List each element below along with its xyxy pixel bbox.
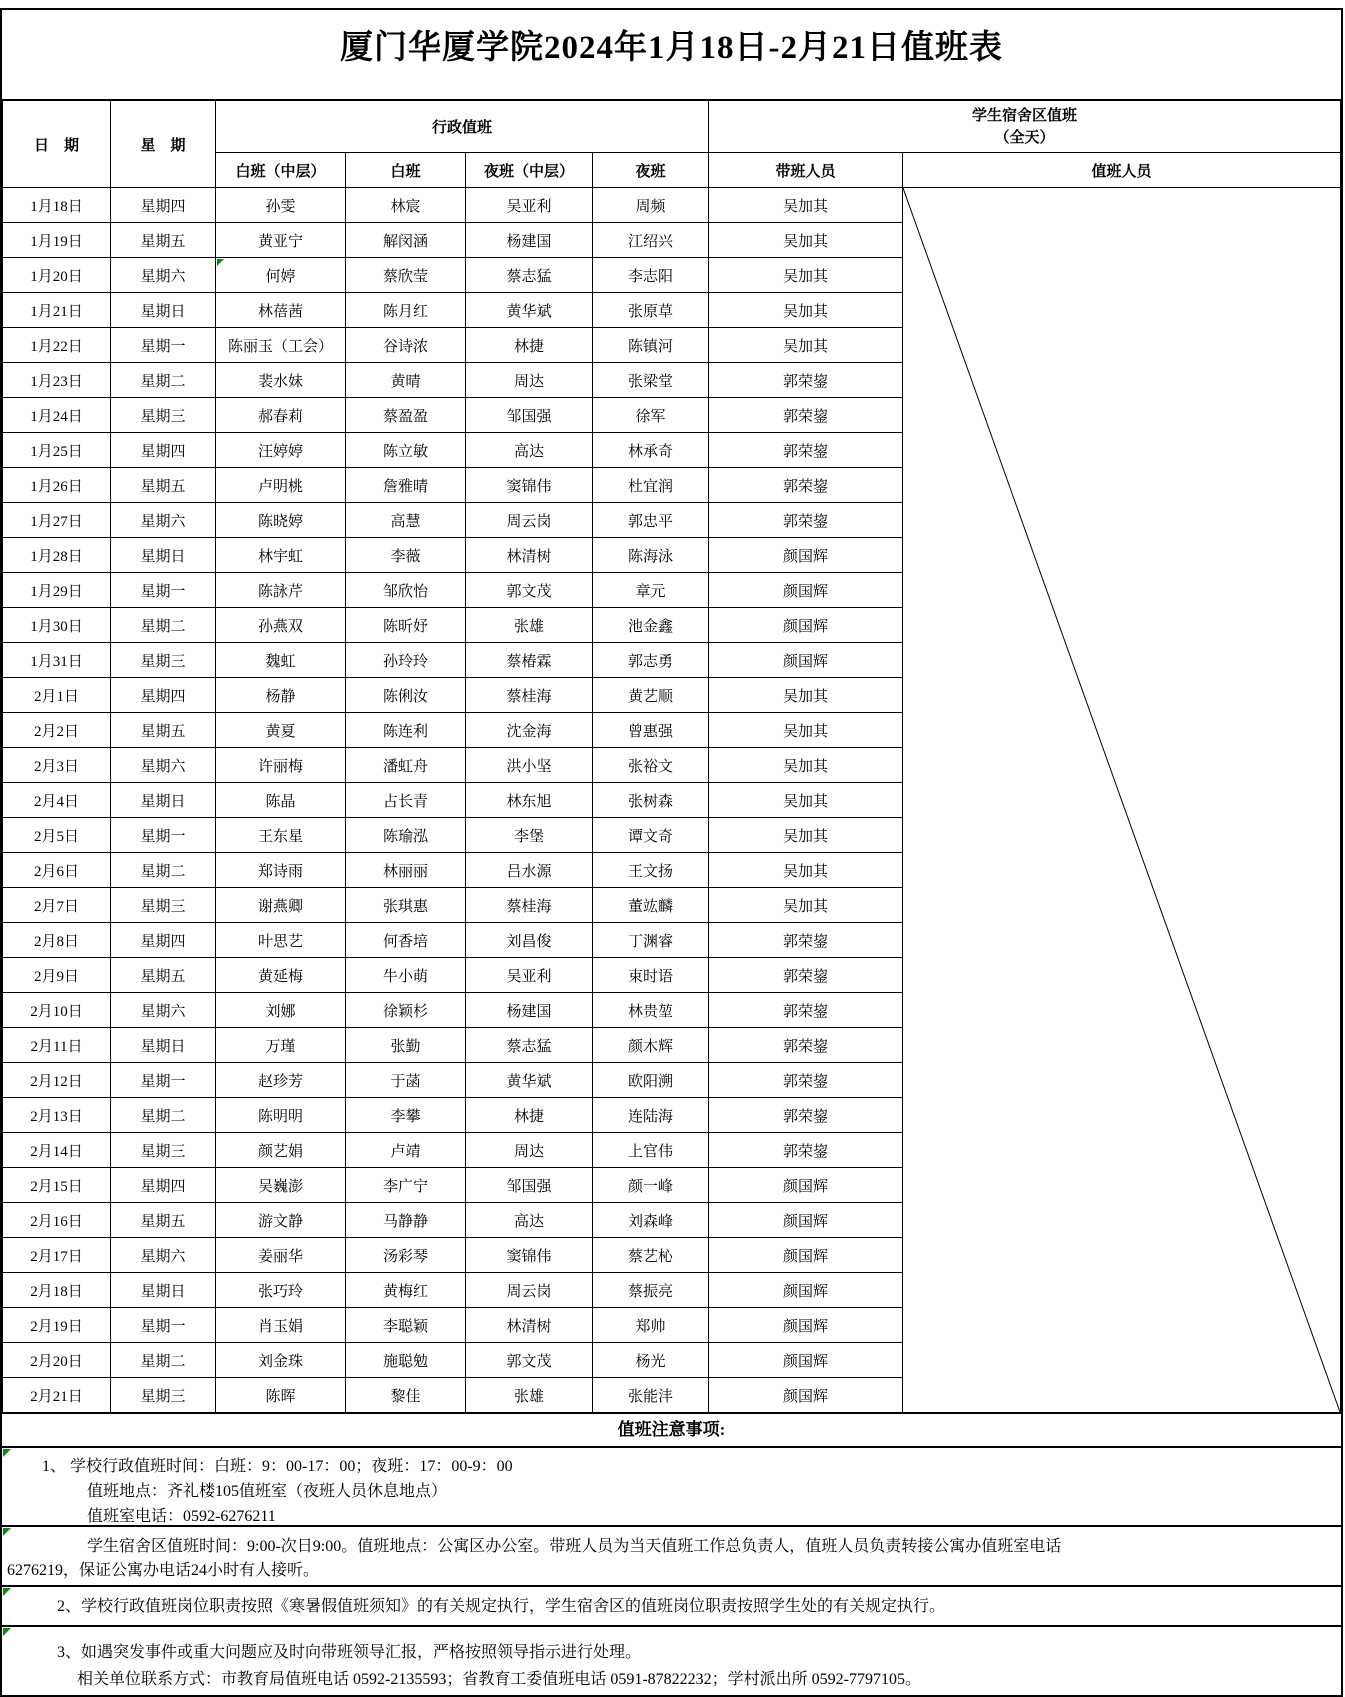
cell-night-shift-mid: 吕水源	[466, 853, 593, 888]
cell-week: 星期六	[111, 748, 216, 783]
cell-night-shift: 连陆海	[593, 1098, 709, 1133]
cell-night-shift: 林贵堃	[593, 993, 709, 1028]
cell-day-shift: 林丽丽	[346, 853, 466, 888]
cell-date: 1月31日	[3, 643, 111, 678]
cell-day-shift-mid: 刘娜	[216, 993, 346, 1028]
cell-date: 1月19日	[3, 223, 111, 258]
cell-week: 星期日	[111, 1273, 216, 1308]
cell-week: 星期一	[111, 1063, 216, 1098]
cell-week: 星期六	[111, 258, 216, 293]
cell-day-shift-mid: 郝春莉	[216, 398, 346, 433]
header-admin-duty: 行政值班	[216, 101, 709, 153]
cell-leader: 郭荣鋆	[709, 1063, 903, 1098]
cell-week: 星期二	[111, 853, 216, 888]
cell-date: 1月23日	[3, 363, 111, 398]
cell-day-shift-mid: 万瑾	[216, 1028, 346, 1063]
cell-leader: 吴加其	[709, 748, 903, 783]
cell-night-shift-mid: 杨建国	[466, 223, 593, 258]
cell-night-shift: 蔡振亮	[593, 1273, 709, 1308]
header-week: 星 期	[111, 101, 216, 188]
cell-date: 2月21日	[3, 1378, 111, 1413]
cell-night-shift-mid: 沈金海	[466, 713, 593, 748]
cell-leader: 郭荣鋆	[709, 1133, 903, 1168]
cell-night-shift: 周频	[593, 188, 709, 223]
header-night-shift: 夜班	[593, 153, 709, 188]
cell-day-shift-mid: 吴巍澎	[216, 1168, 346, 1203]
cell-night-shift: 董竑麟	[593, 888, 709, 923]
cell-night-shift-mid: 周达	[466, 1133, 593, 1168]
cell-night-shift-mid: 蔡志猛	[466, 1028, 593, 1063]
header-duty-person: 值班人员	[903, 153, 1341, 188]
cell-day-shift: 李广宁	[346, 1168, 466, 1203]
cell-night-shift: 林承奇	[593, 433, 709, 468]
cell-leader: 吴加其	[709, 258, 903, 293]
cell-night-shift: 欧阳溯	[593, 1063, 709, 1098]
cell-night-shift-mid: 杨建国	[466, 993, 593, 1028]
cell-week: 星期三	[111, 1378, 216, 1413]
cell-date: 1月21日	[3, 293, 111, 328]
cell-night-shift-mid: 林清树	[466, 538, 593, 573]
cell-date: 1月28日	[3, 538, 111, 573]
duty-roster-table	[2, 100, 1341, 1413]
note-line: 值班室电话：0592-6276211	[87, 1508, 276, 1525]
cell-leader: 郭荣鋆	[709, 923, 903, 958]
note-block-3	[2, 1585, 1341, 1625]
cell-night-shift: 张树森	[593, 783, 709, 818]
cell-leader: 颜国辉	[709, 608, 903, 643]
cell-day-shift-mid: 许丽梅	[216, 748, 346, 783]
cell-day-shift: 马静静	[346, 1203, 466, 1238]
cell-leader: 颜国辉	[709, 1238, 903, 1273]
cell-night-shift-mid: 蔡志猛	[466, 258, 593, 293]
cell-date: 2月1日	[3, 678, 111, 713]
cell-night-shift: 陈镇河	[593, 328, 709, 363]
cell-day-shift-mid: 何婷	[216, 258, 346, 293]
cell-day-shift: 蔡盈盈	[346, 398, 466, 433]
cell-day-shift-mid: 孙雯	[216, 188, 346, 223]
cell-night-shift: 张裕文	[593, 748, 709, 783]
cell-leader: 郭荣鋆	[709, 993, 903, 1028]
cell-leader: 郭荣鋆	[709, 363, 903, 398]
cell-leader: 吴加其	[709, 293, 903, 328]
cell-date: 2月4日	[3, 783, 111, 818]
cell-night-shift: 杜宜润	[593, 468, 709, 503]
cell-day-shift-mid: 陈明明	[216, 1098, 346, 1133]
cell-leader: 郭荣鋆	[709, 1098, 903, 1133]
note-line: 1、 学校行政值班时间：白班：9：00-17：00；夜班：17：00-9：00	[42, 1458, 513, 1475]
cell-night-shift-mid: 林东旭	[466, 783, 593, 818]
cell-night-shift: 张能沣	[593, 1378, 709, 1413]
cell-day-shift: 陈瑜泓	[346, 818, 466, 853]
roster-body	[3, 188, 1341, 1413]
cell-week: 星期五	[111, 958, 216, 993]
note-line: 6276219，保证公寓办电话24小时有人接听。	[7, 1562, 320, 1579]
cell-week: 星期四	[111, 433, 216, 468]
cell-night-shift-mid: 吴亚利	[466, 958, 593, 993]
cell-date: 1月18日	[3, 188, 111, 223]
cell-day-shift: 蔡欣莹	[346, 258, 466, 293]
cell-night-shift-mid: 周达	[466, 363, 593, 398]
cell-day-shift: 汤彩琴	[346, 1238, 466, 1273]
cell-night-shift: 王文扬	[593, 853, 709, 888]
cell-leader: 吴加其	[709, 888, 903, 923]
cell-day-shift-mid: 谢燕卿	[216, 888, 346, 923]
cell-night-shift: 丁渊睿	[593, 923, 709, 958]
cell-date: 1月25日	[3, 433, 111, 468]
cell-night-shift-mid: 黄华斌	[466, 1063, 593, 1098]
cell-date: 2月6日	[3, 853, 111, 888]
note-line: 3、如遇突发事件或重大问题应及时向带班领导汇报，严格按照领导指示进行处理。	[57, 1644, 642, 1661]
cell-night-shift: 杨光	[593, 1343, 709, 1378]
cell-week: 星期六	[111, 993, 216, 1028]
duty-roster-sheet	[0, 8, 1343, 1697]
cell-leader: 吴加其	[709, 713, 903, 748]
cell-night-shift: 陈海泳	[593, 538, 709, 573]
cell-leader: 吴加其	[709, 818, 903, 853]
cell-leader: 颜国辉	[709, 573, 903, 608]
cell-date: 1月30日	[3, 608, 111, 643]
cell-night-shift: 郑帅	[593, 1308, 709, 1343]
cell-day-shift-mid: 张巧玲	[216, 1273, 346, 1308]
cell-week: 星期五	[111, 223, 216, 258]
cell-day-shift: 陈俐汝	[346, 678, 466, 713]
cell-date: 2月2日	[3, 713, 111, 748]
cell-week: 星期六	[111, 1238, 216, 1273]
cell-day-shift-mid: 陈晶	[216, 783, 346, 818]
cell-night-shift-mid: 林捷	[466, 1098, 593, 1133]
cell-leader: 吴加其	[709, 783, 903, 818]
cell-night-shift: 郭忠平	[593, 503, 709, 538]
cell-week: 星期六	[111, 503, 216, 538]
cell-day-shift: 黎佳	[346, 1378, 466, 1413]
cell-date: 2月14日	[3, 1133, 111, 1168]
cell-date: 2月17日	[3, 1238, 111, 1273]
header-night-shift-mid: 夜班（中层）	[466, 153, 593, 188]
page-title: 厦门华厦学院2024年1月18日-2月21日值班表	[2, 10, 1341, 100]
cell-night-shift-mid: 吴亚利	[466, 188, 593, 223]
cell-night-shift: 章元	[593, 573, 709, 608]
cell-day-shift-mid: 游文静	[216, 1203, 346, 1238]
cell-day-shift-mid: 汪婷婷	[216, 433, 346, 468]
cell-day-shift: 施聪勉	[346, 1343, 466, 1378]
cell-week: 星期一	[111, 818, 216, 853]
cell-leader: 颜国辉	[709, 1273, 903, 1308]
cell-day-shift: 卢靖	[346, 1133, 466, 1168]
cell-night-shift-mid: 林捷	[466, 328, 593, 363]
cell-day-shift: 李聪颖	[346, 1308, 466, 1343]
cell-night-shift-mid: 邹国强	[466, 398, 593, 433]
note-line: 相关单位联系方式：市教育局值班电话 0592-2135593；省教育工委值班电话 0591-87822232；学村派出所 0592-7797105。	[77, 1671, 921, 1688]
cell-week: 星期四	[111, 1168, 216, 1203]
cell-day-shift: 李薇	[346, 538, 466, 573]
header-date: 日 期	[3, 101, 111, 188]
cell-day-shift: 孙玲玲	[346, 643, 466, 678]
cell-night-shift: 刘森峰	[593, 1203, 709, 1238]
cell-day-shift-mid: 赵珍芳	[216, 1063, 346, 1098]
cell-week: 星期四	[111, 923, 216, 958]
cell-night-shift-mid: 周云岗	[466, 503, 593, 538]
cell-day-shift: 詹雅晴	[346, 468, 466, 503]
header-leader: 带班人员	[709, 153, 903, 188]
cell-leader: 颜国辉	[709, 1343, 903, 1378]
cell-day-shift: 高慧	[346, 503, 466, 538]
cell-week: 星期一	[111, 328, 216, 363]
header-dorm-duty	[709, 101, 1341, 153]
cell-night-shift-mid: 洪小坚	[466, 748, 593, 783]
header-dorm-duty-line1: 学生宿舍区值班	[972, 107, 1078, 124]
cell-night-shift: 蔡艺杺	[593, 1238, 709, 1273]
cell-day-shift: 徐颖杉	[346, 993, 466, 1028]
cell-day-shift-mid: 陈丽玉（工会）	[216, 328, 346, 363]
cell-leader: 郭荣鋆	[709, 468, 903, 503]
cell-day-shift: 于菡	[346, 1063, 466, 1098]
cell-date: 2月15日	[3, 1168, 111, 1203]
cell-night-shift: 颜一峰	[593, 1168, 709, 1203]
cell-night-shift-mid: 窦锦伟	[466, 1238, 593, 1273]
cell-day-shift-mid: 刘金珠	[216, 1343, 346, 1378]
cell-date: 2月12日	[3, 1063, 111, 1098]
note-block-1	[2, 1446, 1341, 1525]
cell-day-shift: 陈月红	[346, 293, 466, 328]
cell-leader: 颜国辉	[709, 1168, 903, 1203]
cell-day-shift: 牛小萌	[346, 958, 466, 993]
cell-week: 星期日	[111, 1028, 216, 1063]
cell-leader: 吴加其	[709, 678, 903, 713]
cell-leader: 颜国辉	[709, 1308, 903, 1343]
cell-night-shift-mid: 窦锦伟	[466, 468, 593, 503]
cell-leader: 郭荣鋆	[709, 958, 903, 993]
cell-night-shift: 谭文奇	[593, 818, 709, 853]
cell-day-shift: 陈立敏	[346, 433, 466, 468]
note-block-4	[2, 1625, 1341, 1695]
cell-night-shift: 上官伟	[593, 1133, 709, 1168]
cell-date: 1月27日	[3, 503, 111, 538]
cell-week: 星期一	[111, 573, 216, 608]
cell-day-shift-mid: 裴水妹	[216, 363, 346, 398]
cell-day-shift: 邹欣怡	[346, 573, 466, 608]
cell-date: 2月7日	[3, 888, 111, 923]
duty-person-merged-cell	[903, 188, 1341, 1413]
cell-night-shift-mid: 高达	[466, 1203, 593, 1238]
cell-night-shift: 颜木辉	[593, 1028, 709, 1063]
cell-date: 2月16日	[3, 1203, 111, 1238]
cell-day-shift: 林宸	[346, 188, 466, 223]
cell-night-shift: 江绍兴	[593, 223, 709, 258]
cell-week: 星期四	[111, 188, 216, 223]
cell-leader: 颜国辉	[709, 538, 903, 573]
cell-night-shift-mid: 李堡	[466, 818, 593, 853]
note-block-2	[2, 1525, 1341, 1585]
cell-date: 2月19日	[3, 1308, 111, 1343]
cell-week: 星期三	[111, 398, 216, 433]
cell-day-shift-mid: 陈晓婷	[216, 503, 346, 538]
cell-date: 1月22日	[3, 328, 111, 363]
cell-date: 1月29日	[3, 573, 111, 608]
header-dorm-duty-line2: （全天）	[994, 129, 1055, 146]
cell-day-shift-mid: 黄延梅	[216, 958, 346, 993]
cell-week: 星期三	[111, 643, 216, 678]
cell-leader: 吴加其	[709, 188, 903, 223]
cell-leader: 吴加其	[709, 223, 903, 258]
cell-day-shift-mid: 郑诗雨	[216, 853, 346, 888]
cell-night-shift: 池金鑫	[593, 608, 709, 643]
cell-date: 2月13日	[3, 1098, 111, 1133]
cell-night-shift-mid: 高达	[466, 433, 593, 468]
cell-week: 星期四	[111, 678, 216, 713]
cell-date: 2月18日	[3, 1273, 111, 1308]
cell-leader: 吴加其	[709, 328, 903, 363]
cell-date: 2月9日	[3, 958, 111, 993]
cell-date: 1月24日	[3, 398, 111, 433]
cell-night-shift-mid: 林清树	[466, 1308, 593, 1343]
cell-day-shift-mid: 陈晖	[216, 1378, 346, 1413]
cell-date: 2月10日	[3, 993, 111, 1028]
cell-day-shift: 潘虹舟	[346, 748, 466, 783]
cell-date: 2月11日	[3, 1028, 111, 1063]
cell-day-shift-mid: 卢明桃	[216, 468, 346, 503]
cell-week: 星期日	[111, 538, 216, 573]
cell-week: 星期三	[111, 1133, 216, 1168]
note-line: 学生宿舍区值班时间：9:00-次日9:00。值班地点：公寓区办公室。带班人员为当天值班工作总负责人，值班人员负责转接公寓办值班室电话	[87, 1538, 1062, 1555]
cell-day-shift-mid: 肖玉娟	[216, 1308, 346, 1343]
cell-day-shift: 张琪惠	[346, 888, 466, 923]
cell-night-shift-mid: 郭文茂	[466, 573, 593, 608]
header-day-shift: 白班	[346, 153, 466, 188]
header-day-shift-mid: 白班（中层）	[216, 153, 346, 188]
cell-week: 星期二	[111, 363, 216, 398]
cell-night-shift-mid: 黄华斌	[466, 293, 593, 328]
notice-title: 值班注意事项:	[2, 1413, 1341, 1446]
cell-day-shift-mid: 叶思艺	[216, 923, 346, 958]
cell-week: 星期二	[111, 1343, 216, 1378]
note-line: 2、学校行政值班岗位职责按照《寒暑假值班须知》的有关规定执行，学生宿舍区的值班岗位职责按照学生处的有关规定执行。	[57, 1598, 946, 1615]
note-line: 值班地点：齐礼楼105值班室（夜班人员休息地点）	[87, 1483, 448, 1500]
cell-day-shift: 占长青	[346, 783, 466, 818]
cell-day-shift: 李攀	[346, 1098, 466, 1133]
cell-leader: 颜国辉	[709, 643, 903, 678]
cell-leader: 郭荣鋆	[709, 433, 903, 468]
cell-leader: 吴加其	[709, 853, 903, 888]
cell-day-shift-mid: 魏虹	[216, 643, 346, 678]
cell-day-shift: 何香培	[346, 923, 466, 958]
cell-day-shift: 解闵涵	[346, 223, 466, 258]
cell-day-shift-mid: 林蓓茜	[216, 293, 346, 328]
cell-week: 星期一	[111, 1308, 216, 1343]
cell-night-shift-mid: 蔡桂海	[466, 888, 593, 923]
cell-leader: 郭荣鋆	[709, 1028, 903, 1063]
cell-night-shift-mid: 蔡椿霖	[466, 643, 593, 678]
cell-night-shift: 曾惠强	[593, 713, 709, 748]
cell-night-shift: 黄艺顺	[593, 678, 709, 713]
cell-week: 星期五	[111, 1203, 216, 1238]
cell-leader: 颜国辉	[709, 1203, 903, 1238]
cell-day-shift-mid: 黄亚宁	[216, 223, 346, 258]
cell-leader: 郭荣鋆	[709, 503, 903, 538]
cell-date: 2月5日	[3, 818, 111, 853]
cell-date: 2月3日	[3, 748, 111, 783]
cell-week: 星期二	[111, 1098, 216, 1133]
cell-night-shift-mid: 张雄	[466, 608, 593, 643]
cell-week: 星期日	[111, 783, 216, 818]
table-row	[3, 188, 1341, 223]
cell-night-shift-mid: 刘昌俊	[466, 923, 593, 958]
cell-day-shift: 陈昕妤	[346, 608, 466, 643]
cell-day-shift-mid: 姜丽华	[216, 1238, 346, 1273]
cell-day-shift-mid: 林宇虹	[216, 538, 346, 573]
cell-night-shift: 郭志勇	[593, 643, 709, 678]
cell-day-shift-mid: 杨静	[216, 678, 346, 713]
cell-day-shift: 陈连利	[346, 713, 466, 748]
cell-day-shift: 张勤	[346, 1028, 466, 1063]
diagonal-strikethrough-line	[903, 188, 1340, 1412]
cell-date: 2月20日	[3, 1343, 111, 1378]
cell-week: 星期三	[111, 888, 216, 923]
cell-day-shift-mid: 黄夏	[216, 713, 346, 748]
cell-night-shift: 李志阳	[593, 258, 709, 293]
cell-date: 1月20日	[3, 258, 111, 293]
cell-leader: 颜国辉	[709, 1378, 903, 1413]
cell-date: 2月8日	[3, 923, 111, 958]
cell-day-shift: 黄晴	[346, 363, 466, 398]
cell-day-shift-mid: 颜艺娟	[216, 1133, 346, 1168]
cell-night-shift: 徐军	[593, 398, 709, 433]
cell-night-shift: 张梁堂	[593, 363, 709, 398]
cell-week: 星期二	[111, 608, 216, 643]
cell-day-shift-mid: 孙燕双	[216, 608, 346, 643]
cell-leader: 郭荣鋆	[709, 398, 903, 433]
cell-day-shift: 黄梅红	[346, 1273, 466, 1308]
cell-night-shift-mid: 周云岗	[466, 1273, 593, 1308]
cell-week: 星期日	[111, 293, 216, 328]
cell-day-shift: 谷诗浓	[346, 328, 466, 363]
cell-night-shift-mid: 张雄	[466, 1378, 593, 1413]
cell-week: 星期五	[111, 713, 216, 748]
cell-night-shift-mid: 邹国强	[466, 1168, 593, 1203]
cell-date: 1月26日	[3, 468, 111, 503]
cell-night-shift-mid: 蔡桂海	[466, 678, 593, 713]
cell-night-shift-mid: 郭文茂	[466, 1343, 593, 1378]
cell-day-shift-mid: 王东星	[216, 818, 346, 853]
cell-night-shift: 张原草	[593, 293, 709, 328]
cell-day-shift-mid: 陈詠芹	[216, 573, 346, 608]
cell-week: 星期五	[111, 468, 216, 503]
cell-night-shift: 束时语	[593, 958, 709, 993]
